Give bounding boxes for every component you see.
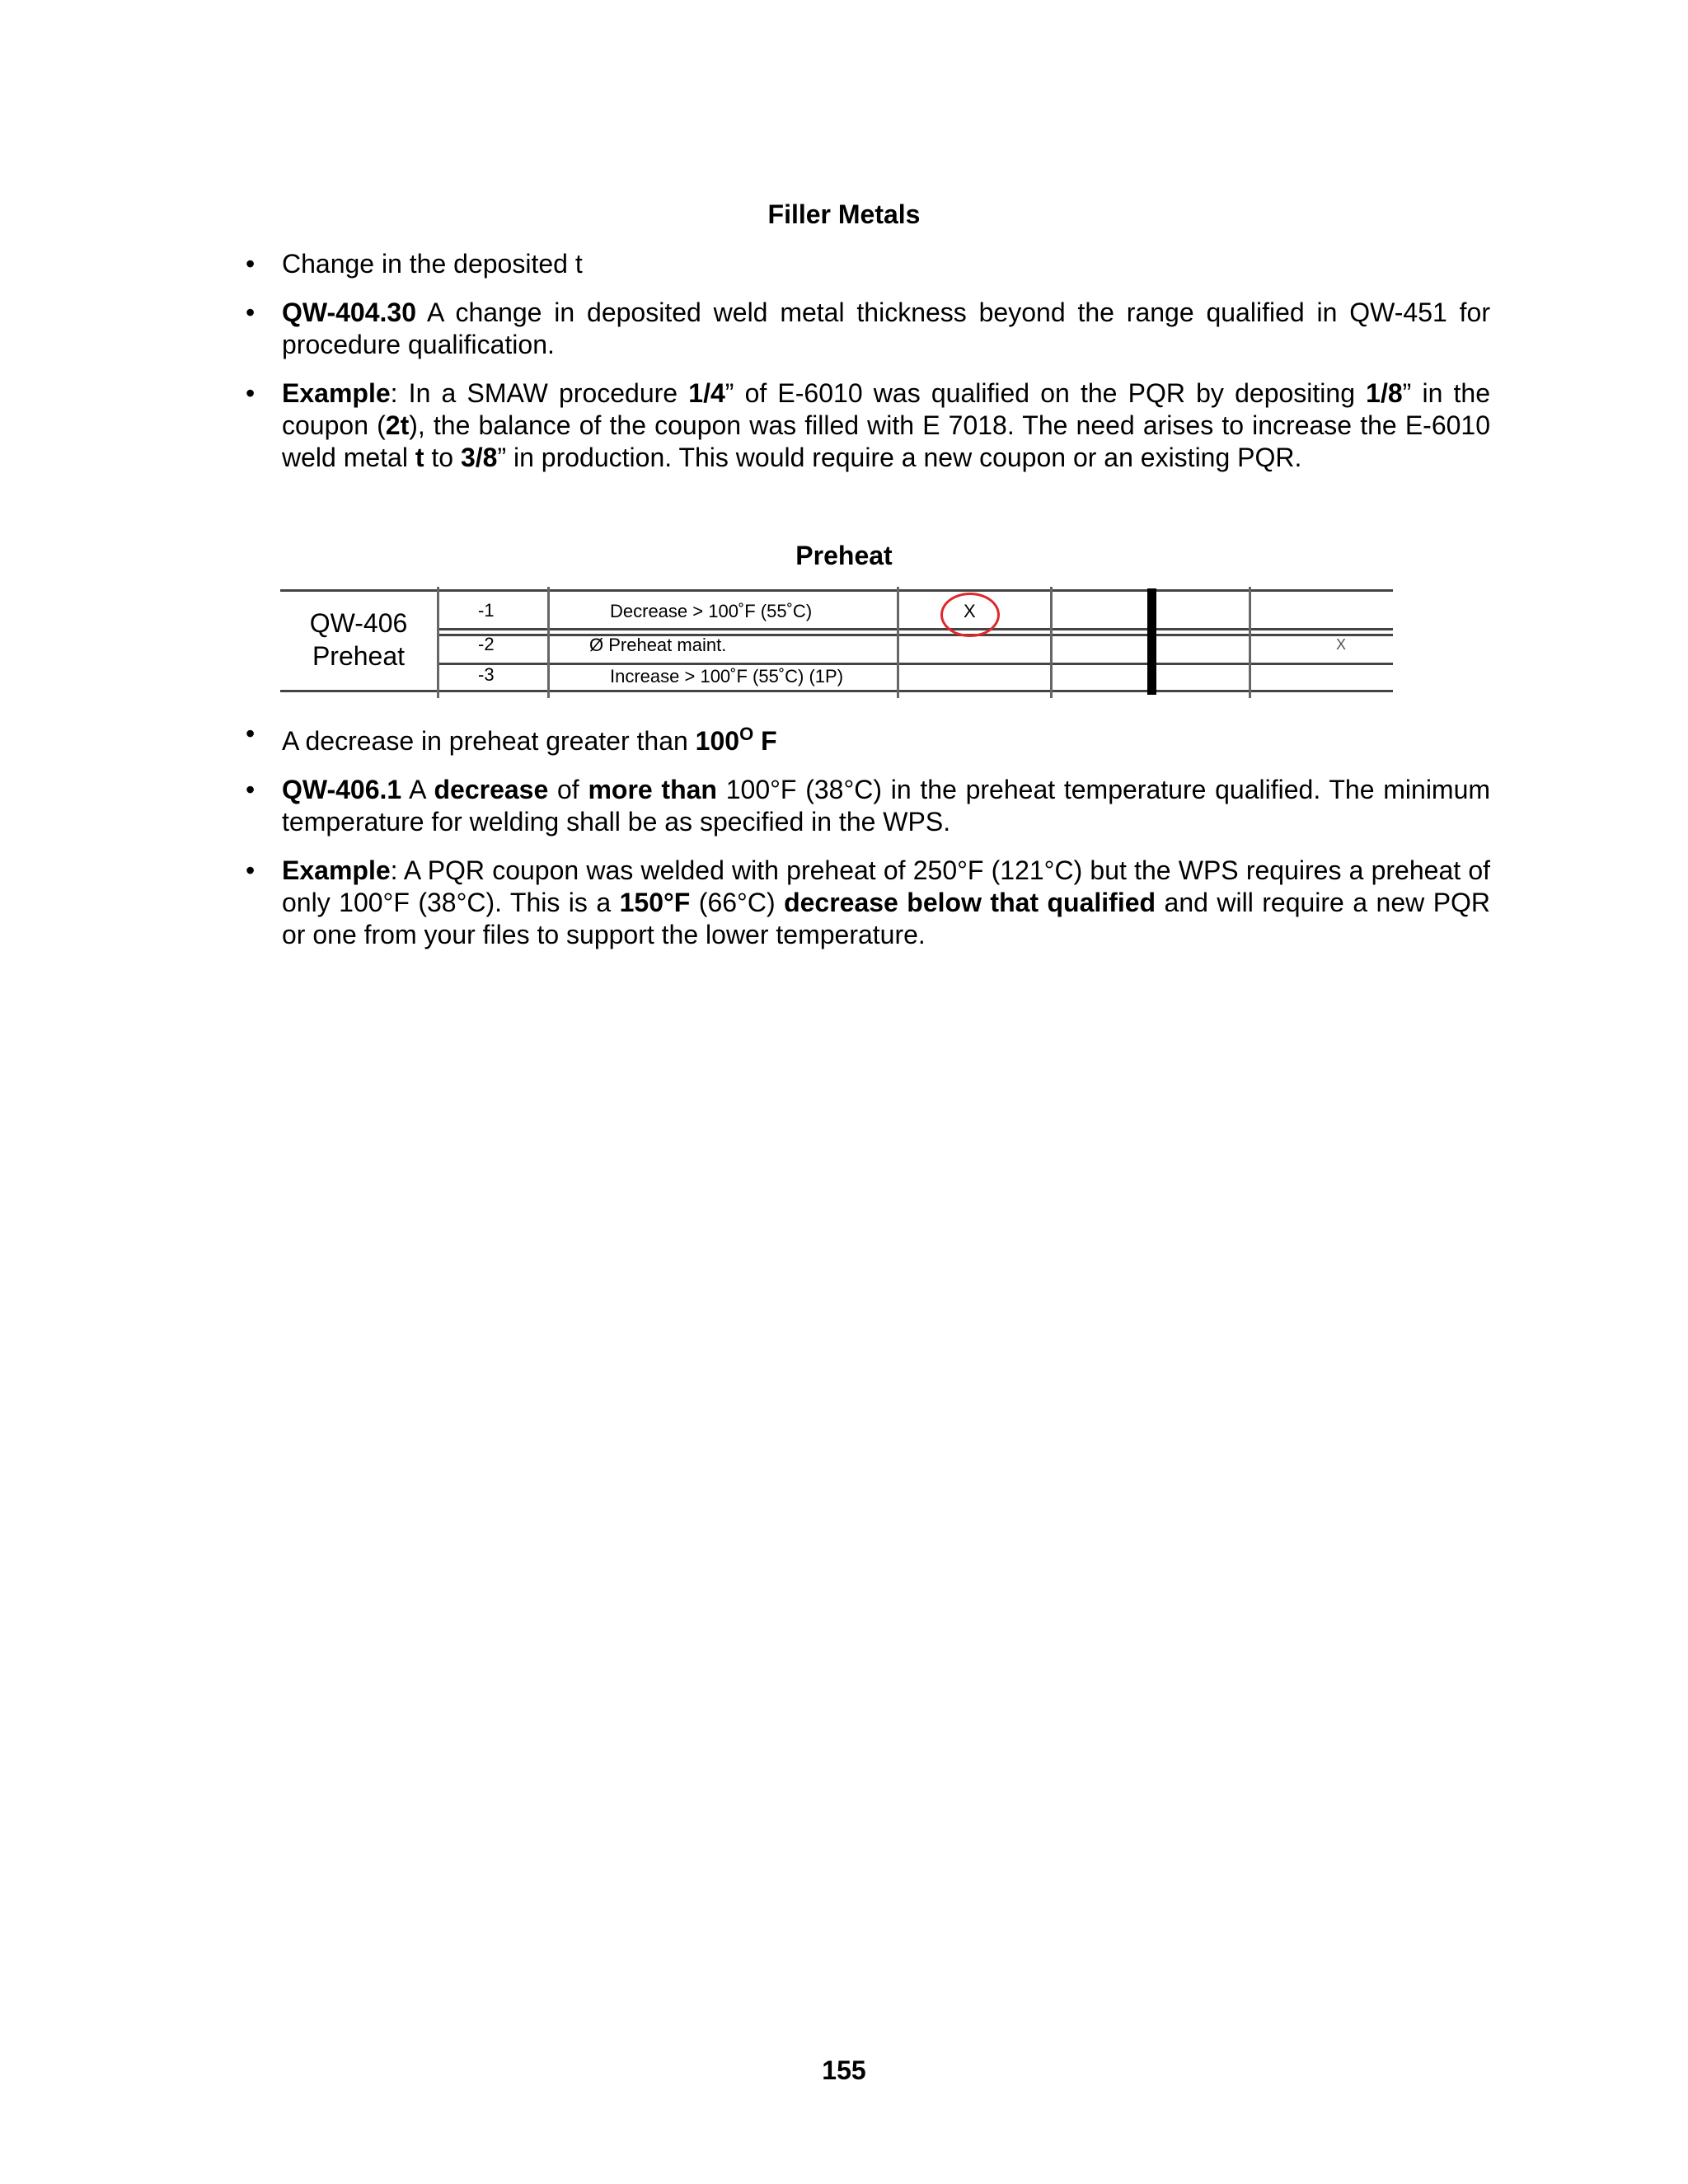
table-rule [280, 589, 1393, 592]
row-code: -2 [478, 634, 495, 654]
bullet-text: ” in production. This would require a new coupon or an existing PQR. [497, 443, 1302, 472]
page-number: 155 [822, 2055, 866, 2085]
x-mark: X [964, 601, 976, 621]
section-heading-preheat: Preheat [795, 541, 893, 570]
bold-value: 3/8 [460, 443, 498, 472]
bullet-text: of [548, 775, 588, 804]
bold-text: more than [588, 775, 717, 804]
list-item [246, 855, 1490, 951]
row-code: -1 [478, 600, 495, 621]
bullet-text: : A PQR coupon was welded with preheat of 250°F (121°C) but the WPS requires a preheat of only 100°F (38°C). This is a [282, 855, 1490, 917]
list-item [246, 297, 1490, 361]
preheat-variables-table [280, 587, 1393, 698]
bold-value: 1/4 [688, 378, 725, 408]
bold-text: decrease [434, 775, 549, 804]
row-description: Ø Preheat maint. [589, 635, 727, 655]
qw-406-label: QW-406 [309, 608, 408, 638]
bullet-text: : In a SMAW procedure [390, 378, 689, 408]
row-code: -3 [478, 664, 495, 685]
bullet-text: and will require a new PQR or one from your files to support the lower temperature. [282, 888, 1491, 949]
list-item [246, 248, 1490, 280]
row-description: Increase > 100˚F (55˚C) (1P) [610, 666, 844, 687]
code-reference: QW-406.1 [282, 775, 402, 804]
bullet-text: A decrease in preheat greater than [282, 726, 696, 756]
example-label: Example [282, 378, 391, 408]
bullet-text: to [424, 443, 461, 472]
table-column-rule [897, 587, 899, 698]
example-label: Example [282, 855, 391, 885]
bullet-text: 100°F (38°C) in the preheat temperature qualified. The minimum temperature for welding shall be as specified in the WPS. [282, 775, 1491, 837]
bold-text: decrease below that qualified [784, 888, 1156, 917]
bullet-text: A change in deposited weld metal thickness beyond the range qualified in QW-451 for procedure qualification. [282, 298, 1490, 359]
bullet-text: A [401, 775, 434, 804]
bullet-text: Change in the deposited t [282, 249, 583, 279]
section-heading-filler-metals: Filler Metals [767, 199, 921, 229]
preheat-bullet-list [246, 718, 1490, 968]
list-item [246, 774, 1490, 838]
table-separator-bar [1147, 588, 1156, 695]
bold-value: 2t [385, 410, 410, 440]
bullet-text: ), the balance of the coupon was filled with E 7018. The need arises to increase the E-6010 weld metal [282, 410, 1491, 472]
bold-value: 100 [695, 726, 740, 756]
table-column-rule [437, 587, 439, 698]
bullet-text: (66°C) [690, 888, 785, 917]
table-column-rule [1249, 587, 1251, 698]
table-column-rule [547, 587, 550, 698]
code-reference: QW-404.30 [282, 298, 416, 327]
list-item [246, 718, 1490, 757]
bold-value: 150°F [619, 888, 691, 917]
preheat-label: Preheat [312, 641, 406, 671]
x-mark: X [1336, 636, 1347, 653]
table-column-rule [1050, 587, 1053, 698]
row-description: Decrease > 100˚F (55˚C) [610, 601, 813, 621]
table-rule [280, 690, 1393, 692]
list-item [246, 377, 1490, 474]
bullet-text: ” of E-6010 was qualified on the PQR by depositing [724, 378, 1367, 408]
degree-symbol: O [739, 724, 754, 744]
bold-value: 1/8 [1366, 378, 1403, 408]
filler-metals-bullet-list [246, 248, 1490, 490]
bold-unit: F [753, 726, 777, 756]
bold-value: t [415, 443, 424, 472]
bullet-text: ” in the coupon ( [282, 378, 1491, 440]
